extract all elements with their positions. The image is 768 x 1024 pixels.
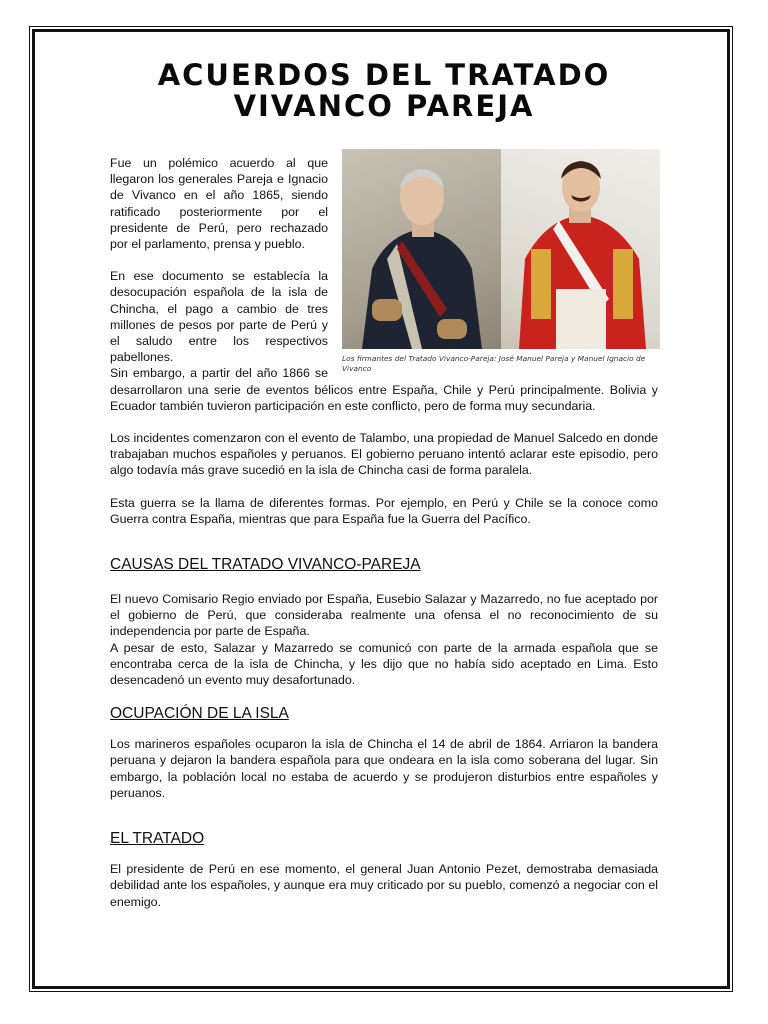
section-heading-causas: CAUSAS DEL TRATADO VIVANCO-PAREJA: [110, 556, 421, 574]
section-heading-ocupacion: OCUPACIÓN DE LA ISLA: [110, 705, 289, 723]
portraits-figure: [342, 149, 660, 375]
tratado-paragraph-1: El presidente de Perú en ese momento, el general Juan Antonio Pezet, demostraba demasiada debilidad ante los españoles, y aunque era muy criticado por su pueblo, comenzó a negociar con el enemigo.: [110, 862, 658, 909]
ocupacion-paragraph-1: Los marineros españoles ocuparon la isla de Chincha el 14 de abril de 1864. Arriaron la bandera peruana y dejaron la bandera española para que ondeara en la isla como soberana del lugar. Sin embargo, la población local no estaba de acuerdo y se produjeron disturbios entre españoles y peruanos.: [110, 737, 658, 800]
causas-paragraph-1: El nuevo Comisario Regio enviado por España, Eusebio Salazar y Mazarredo, no fue aceptado por el gobierno de Perú, que consideraba realmente una ofensa el no reconocimiento de su independencia por parte de España.: [110, 592, 658, 639]
section-heading-tratado: EL TRATADO: [110, 830, 205, 848]
intro-paragraph-3: Sin embargo, a partir del año 1866 se desarrollaron una serie de eventos bélicos entre España, Chile y Perú principalmente. Bolivia y Ecuador también tuvieron participación en este conflicto, pero de forma muy secundaria.: [110, 366, 658, 413]
portrait-vivanco: [501, 149, 660, 349]
portraits: [342, 149, 660, 349]
intro-paragraph-2: En ese documento se establecía la desocupación española de la isla de Chincha, el pago a cambio de tres millones de pesos por parte de Perú y el saludo entre los respectivos pabellones.: [110, 269, 328, 365]
portrait-pareja-drawing: [342, 149, 501, 349]
intro-paragraph-4: Los incidentes comenzaron con el evento de Talambo, una propiedad de Manuel Salcedo en donde trabajaban muchos españoles y peruanos. El gobierno peruano intentó aclarar este episodio, pero algo todavía más grave sucedió en la isla de Chincha casi de forma paralela.: [110, 431, 658, 478]
title-line-1: ACUERDOS DEL TRATADO: [157, 58, 611, 92]
portrait-vivanco-drawing: [501, 149, 660, 349]
document-body: [110, 155, 658, 910]
page-title: [34, 60, 734, 122]
title-line-2: VIVANCO PAREJA: [233, 89, 535, 123]
figure-caption: Los firmantes del Tratado Vivanco-Pareja: José Manuel Pareja y Manuel Ignacio de Vivanco: [342, 354, 646, 373]
causas-paragraph-2: A pesar de esto, Salazar y Mazarredo se comunicó con parte de la armada española que se encontraba cerca de la isla de Chincha, y les dijo que no había sido aceptado en Lima. Esto desencadenó un evento muy desafortunado.: [110, 640, 658, 688]
portrait-pareja: [342, 149, 501, 349]
intro-paragraph-5: Esta guerra se la llama de diferentes formas. Por ejemplo, en Perú y Chile se la conoce como Guerra contra España, mientras que para España fue la Guerra del Pacífico.: [110, 495, 658, 526]
intro-paragraph-1: Fue un polémico acuerdo al que llegaron los generales Pareja e Ignacio de Vivanco en el año 1865, siendo ratificado posteriormente por el presidente de Perú, pero rechazado por el parlamento, prensa y pueblo.: [110, 156, 328, 252]
